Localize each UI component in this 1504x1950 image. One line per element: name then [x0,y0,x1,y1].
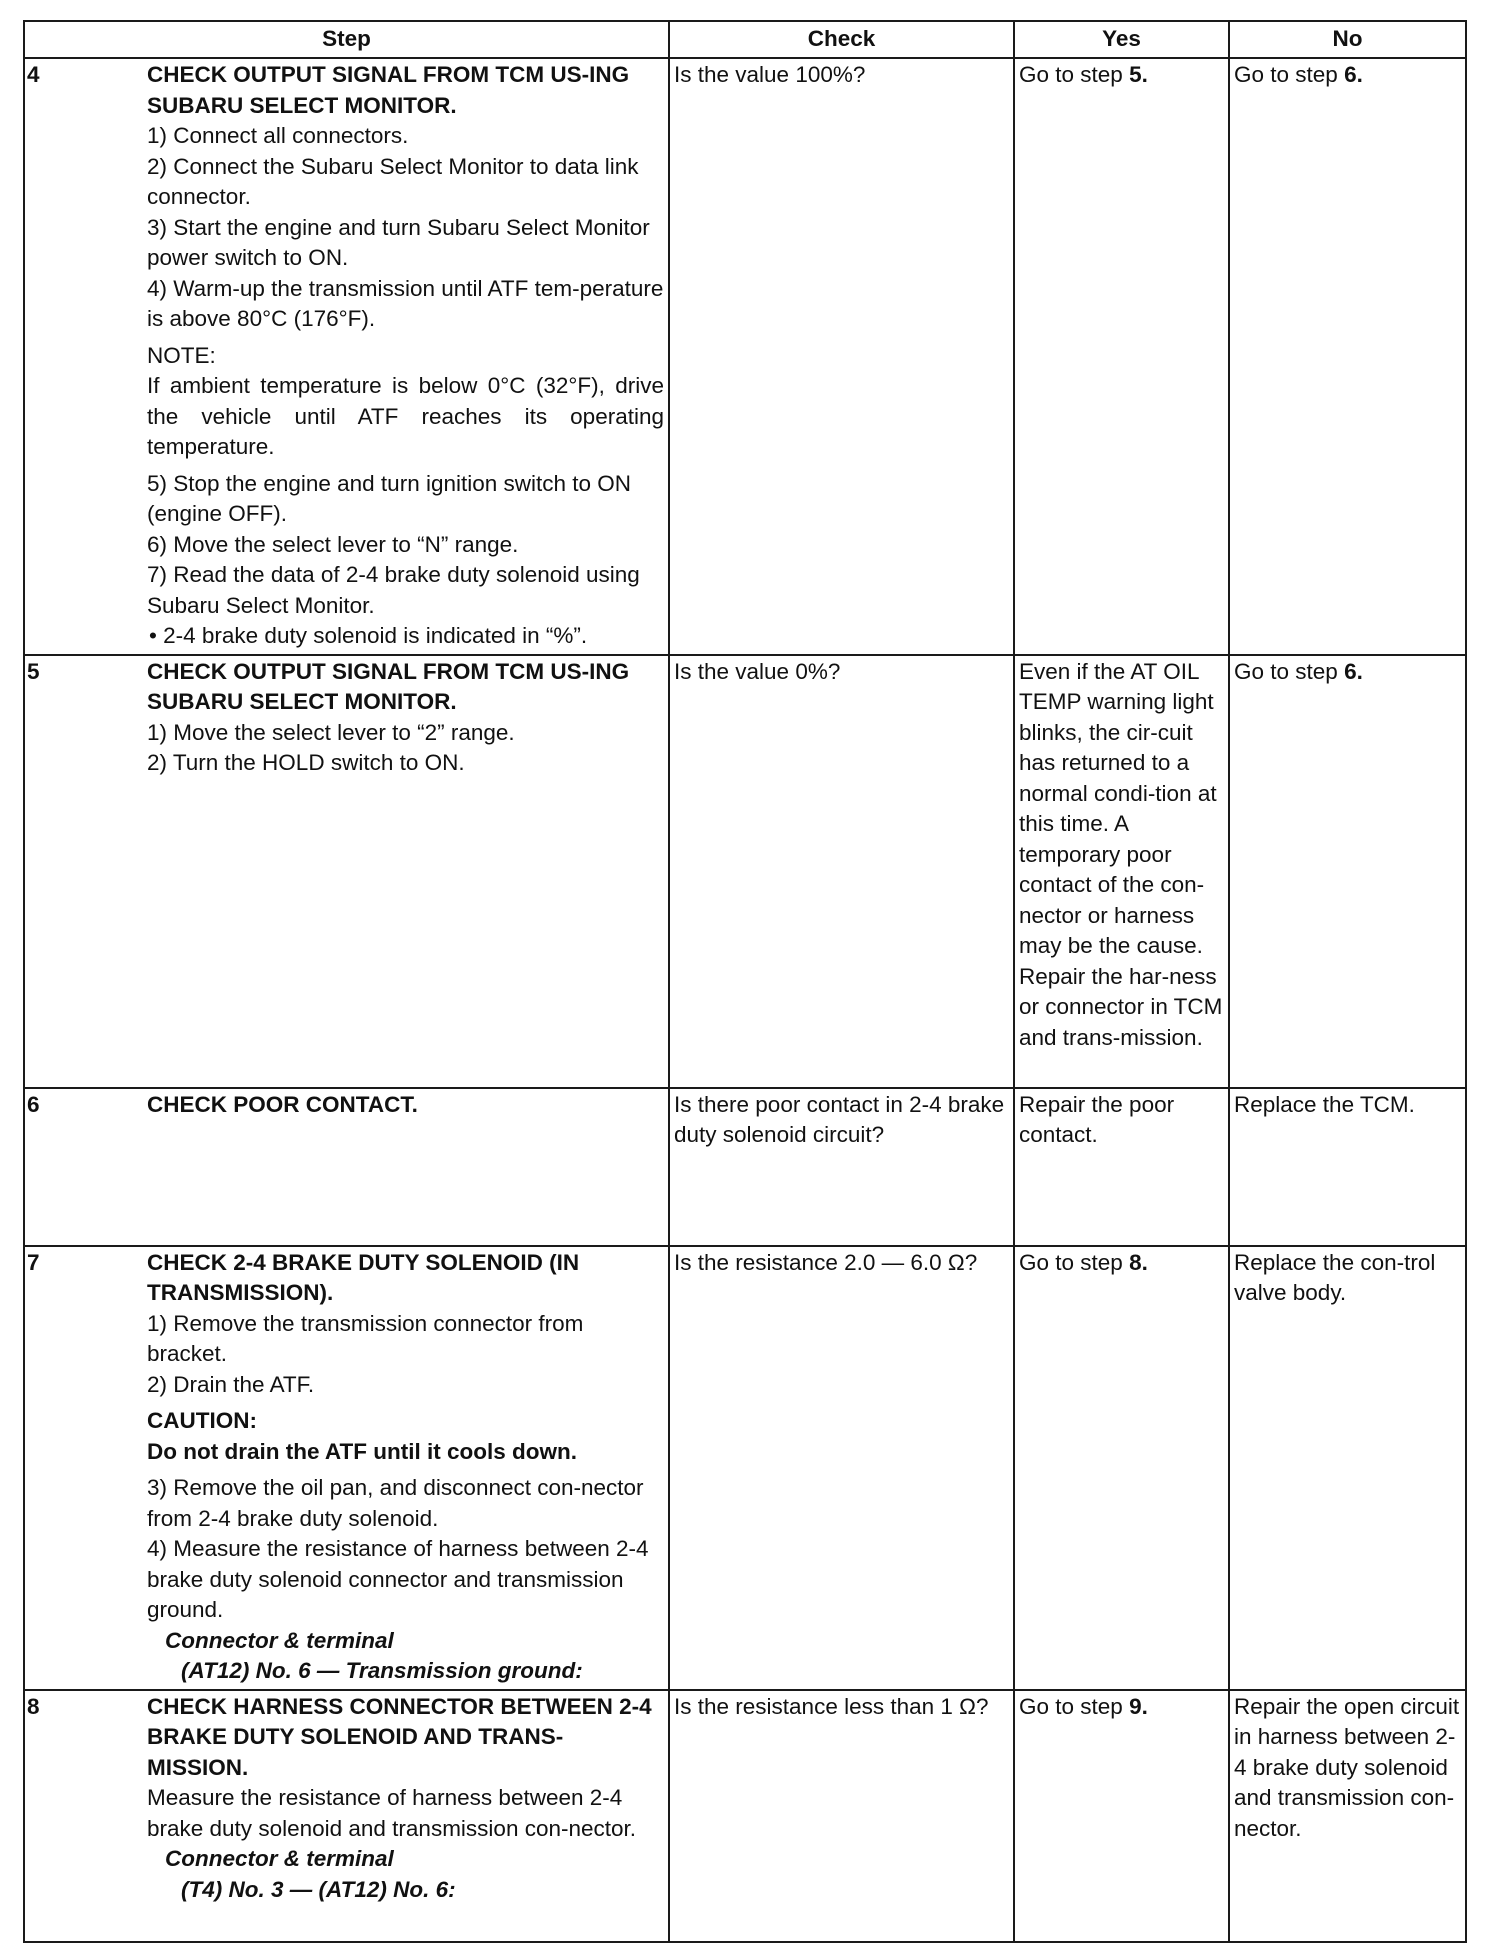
yes-step-ref: 5. [1129,62,1148,87]
yes-step-ref: 9. [1129,1693,1148,1719]
check-cell: Is the resistance 2.0 — 6.0 Ω? [669,1246,1014,1690]
yes-cell [1014,1690,1229,1942]
step-instruction: 6) Move the select lever to “N” range. [147,531,519,557]
table-row [24,1690,1466,1942]
step-instruction: 7) Read the data of 2-4 brake duty solenoid using Subaru Select Monitor. [147,562,640,618]
yes-prefix: Go to step [1019,1249,1130,1275]
step-number: 6 [27,1091,40,1117]
bullet-item: • 2-4 brake duty solenoid is indicated in “%”. [149,623,588,648]
step-instruction: Measure the resistance of harness between 2-4 brake duty solenoid and transmission con-nector. [147,1785,637,1841]
no-cell: Replace the TCM. [1229,1088,1466,1246]
no-cell: Repair the open circuit in harness between 2-4 brake duty solenoid and transmission con-nector. [1229,1690,1466,1942]
yes-prefix: Go to step [1019,1693,1130,1719]
yes-cell: Even if the AT OIL TEMP warning light blinks, the cir-cuit has returned to a normal condi-tion at this time. A temporary poor contact of the con-nector or harness may be the cause. Repair the har-ness or connector in TCM and trans-mission. [1014,655,1229,1088]
step-title: CHECK OUTPUT SIGNAL FROM TCM US-ING SUBARU SELECT MONITOR. [147,62,630,118]
diagnostic-table [23,20,1467,1943]
step-instruction: 2) Drain the ATF. [147,1371,315,1397]
no-step-ref: 6. [1344,62,1363,87]
step-cell [24,655,669,1088]
step-instruction: 1) Remove the transmission connector from bracket. [147,1310,584,1366]
yes-cell [1014,1246,1229,1690]
connector-terminal-value: (AT12) No. 6 — Transmission ground: [181,1658,583,1683]
step-instruction: 5) Stop the engine and turn ignition switch to ON (engine OFF). [147,470,632,526]
step-cell [24,1246,669,1690]
step-number: 4 [27,62,40,87]
table-row [24,1088,1466,1246]
step-number: 8 [27,1693,40,1719]
check-cell: Is the value 0%? [669,655,1014,1088]
step-instruction: 1) Move the select lever to “2” range. [147,719,515,745]
step-cell [24,1690,669,1942]
connector-terminal-label: Connector & terminal [165,1846,394,1871]
step-cell [24,58,669,655]
yes-cell [1014,58,1229,655]
step-instruction: 3) Remove the oil pan, and disconnect con-nector from 2-4 brake duty solenoid. [147,1475,644,1531]
no-step-ref: 6. [1344,658,1363,684]
step-number: 5 [27,658,40,684]
table-row [24,1246,1466,1690]
caution-block [147,1406,664,1467]
yes-prefix: Go to step [1019,62,1130,87]
no-cell [1229,58,1466,655]
caution-text: Do not drain the ATF until it cools down. [147,1438,577,1464]
header-check: Check [669,21,1014,58]
step-instruction: 3) Start the engine and turn Subaru Select Monitor power switch to ON. [147,214,650,270]
step-number: 7 [27,1249,40,1275]
header-row [24,21,1466,58]
table-row [24,58,1466,655]
header-step: Step [24,21,669,58]
no-prefix: Go to step [1234,62,1345,87]
step-title: CHECK 2-4 BRAKE DUTY SOLENOID (IN TRANSMISSION). [147,1249,580,1305]
step-instruction: 2) Connect the Subaru Select Monitor to data link connector. [147,153,639,209]
note-label: NOTE: [147,342,216,368]
step-cell [24,1088,669,1246]
step-instruction: 4) Measure the resistance of harness between 2-4 brake duty solenoid connector and transmission ground. [147,1536,649,1622]
table-row [24,655,1466,1088]
step-instruction: 2) Turn the HOLD switch to ON. [147,750,465,775]
step-instruction: 1) Connect all connectors. [147,123,409,148]
step-title: CHECK POOR CONTACT. [147,1091,418,1117]
yes-cell: Repair the poor contact. [1014,1088,1229,1246]
header-no: No [1229,21,1466,58]
no-cell [1229,655,1466,1088]
caution-label: CAUTION: [147,1408,257,1433]
no-cell: Replace the con-trol valve body. [1229,1246,1466,1690]
connector-terminal-value: (T4) No. 3 — (AT12) No. 6: [181,1876,456,1902]
step-title: CHECK OUTPUT SIGNAL FROM TCM US-ING SUBARU SELECT MONITOR. [147,658,630,714]
connector-terminal-label: Connector & terminal [165,1627,394,1653]
note-text: If ambient temperature is below 0°C (32°F), drive the vehicle until ATF reaches its operating temperature. [147,373,664,459]
check-cell: Is the value 100%? [669,58,1014,655]
yes-step-ref: 8. [1129,1249,1148,1275]
check-cell: Is the resistance less than 1 Ω? [669,1690,1014,1942]
header-yes: Yes [1014,21,1229,58]
step-instruction: 4) Warm-up the transmission until ATF tem-perature is above 80°C (176°F). [147,275,664,331]
check-cell: Is there poor contact in 2-4 brake duty solenoid circuit? [669,1088,1014,1246]
step-title: CHECK HARNESS CONNECTOR BETWEEN 2-4 BRAKE DUTY SOLENOID AND TRANS-MISSION. [147,1693,652,1780]
no-prefix: Go to step [1234,658,1345,684]
